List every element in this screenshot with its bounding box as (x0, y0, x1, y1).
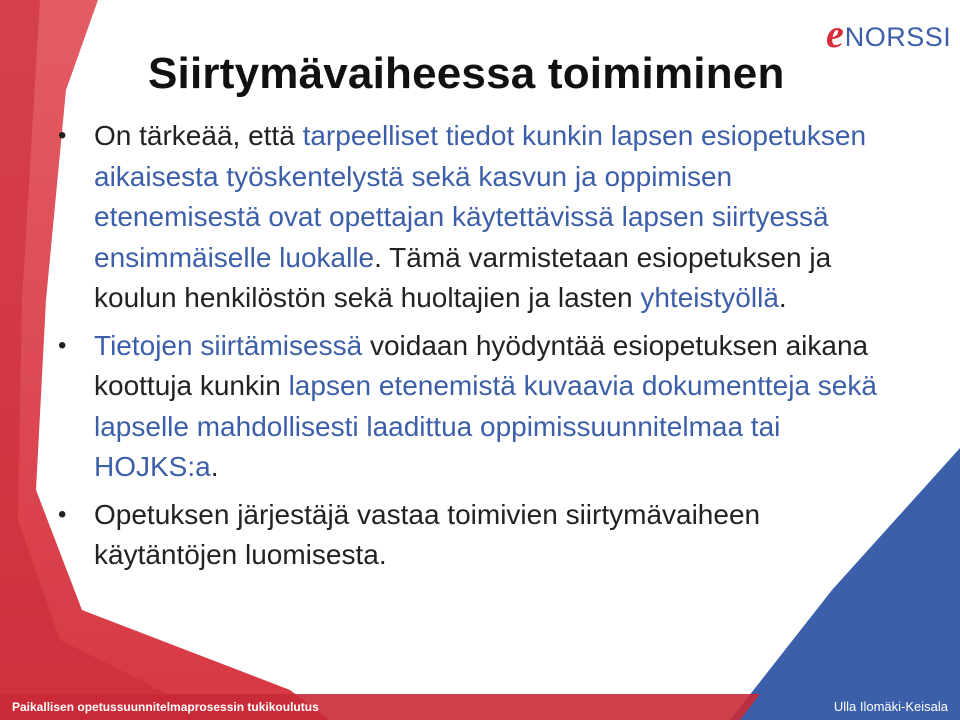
bullet-2-segment-2: voidaan hyödyntää esiopetuksen aikana koottuja kunkin (94, 329, 869, 401)
footer-author: Ulla Ilomäki-Keisala (833, 699, 948, 714)
footer-course-title: Paikallisen opetussuunnitelmaprosessin tukikoulutus (12, 700, 319, 714)
bullet-1-segment-3: . Tämä varmistetaan esiopetuksen ja koulun henkilöstön sekä huoltajien ja lasten (94, 241, 832, 313)
logo-e: e (826, 11, 844, 56)
bullet-1-segment-4: yhteistyöllä (640, 282, 779, 313)
bullet-dot-icon: • (58, 500, 67, 528)
bullet-dot-icon: • (58, 331, 67, 359)
bullet-1-segment-2: tarpeelliset tiedot kunkin lapsen esiopetuksen aikaisesta työskentelystä sekä kasvun ja oppimisen etenemisestä ovat opettajan käytettävissä lapsen siirtyessä ensimmäiselle luokalle (94, 120, 867, 273)
bullet-1-segment-1: On tärkeää, että (94, 120, 303, 151)
bullet-2-segment-3: lapsen etenemistä kuvaavia dokumentteja sekä lapselle mahdollisesti laadittua oppimissuunnitelmaa tai HOJKS:a (94, 370, 877, 482)
enorssi-logo (826, 11, 952, 56)
slide-title: Siirtymävaiheessa toimiminen (148, 49, 785, 98)
bullet-2-segment-1: Tietojen siirtämisessä (94, 329, 363, 361)
bullet-2-segment-4: . (210, 451, 219, 482)
bullet-item-1 (58, 116, 888, 319)
bullet-item-2 (58, 326, 888, 488)
bullet-dot-icon: • (58, 122, 67, 149)
logo-text: NORSSI (844, 22, 952, 52)
bullet-item-3 (58, 495, 888, 576)
bullet-3-segment-1: Opetuksen järjestäjä vastaa toimivien siirtymävaiheen käytäntöjen luomisesta. (94, 498, 761, 570)
bullet-list (58, 116, 888, 583)
bullet-1-segment-5: . (778, 282, 787, 313)
